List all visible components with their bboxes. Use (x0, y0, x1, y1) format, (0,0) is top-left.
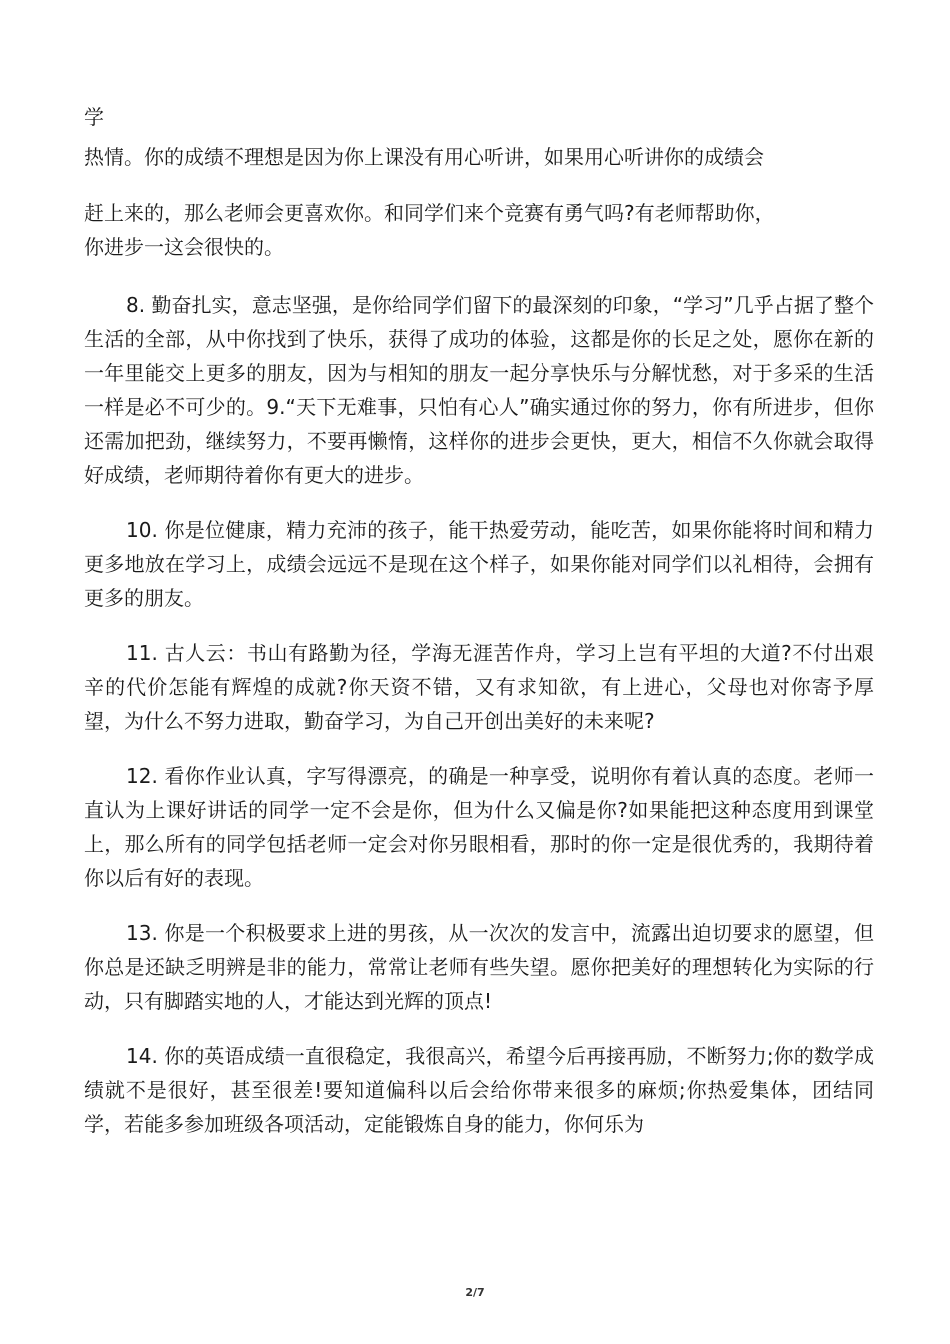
continuation-line-3: 你进步一这会很快的。 (84, 235, 284, 259)
continuation-line-1: 热情。你的成绩不理想是因为你上课没有用心听讲，如果用心听讲你的成绩会 (84, 145, 764, 169)
comment-paragraph-11: 11. 古人云：书山有路勤为径，学海无涯苦作舟，学习上岂有平坦的大道?不付出艰辛的代价怎能有辉煌的成就?你天资不错，又有求知欲，有上进心，父母也对你寄予厚望，为什么不努力进取，勤奋学习，为自己开创出美好的未来呢? (84, 641, 874, 733)
comment-paragraph-12: 12. 看你作业认真，字写得漂亮，的确是一种享受，说明你有着认真的态度。老师一直认为上课好讲话的同学一定不会是你，但为什么又偏是你?如果能把这种态度用到课堂上，那么所有的同学包括老师一定会对你另眼相看，那时的你一定是很优秀的，我期待着你以后有好的表现。 (84, 764, 874, 890)
top-fragment: 学 (84, 105, 104, 129)
continuation-line-2: 赶上来的，那么老师会更喜欢你。和同学们来个竞赛有勇气吗?有老师帮助你， (84, 201, 775, 225)
comment-paragraph-14: 14. 你的英语成绩一直很稳定，我很高兴，希望今后再接再励，不断努力;你的数学成绩就不是很好，甚至很差!要知道偏科以后会给你带来很多的麻烦;你热爱集体，团结同学，若能多参加班级各项活动，定能锻炼自身的能力，你何乐为 (84, 1044, 874, 1136)
comment-paragraph-10: 10. 你是位健康，精力充沛的孩子，能干热爱劳动，能吃苦，如果你能将时间和精力更多地放在学习上，成绩会远远不是现在这个样子，如果你能对同学们以礼相待，会拥有更多的朋友。 (84, 518, 874, 610)
document-body (84, 100, 874, 1162)
comment-paragraph-13: 13. 你是一个积极要求上进的男孩，从一次次的发言中，流露出迫切要求的愿望，但你总是还缺乏明辨是非的能力，常常让老师有些失望。愿你把美好的理想转化为实际的行动，只有脚踏实地的人，才能达到光辉的顶点! (84, 921, 874, 1013)
page-number: 2/7 (465, 1286, 485, 1299)
comment-paragraph-8-9: 8. 勤奋扎实，意志坚强，是你给同学们留下的最深刻的印象，“学习”几乎占据了整个生活的全部，从中你找到了快乐，获得了成功的体验，这都是你的长足之处，愿你在新的一年里能交上更多的朋友，因为与相知的朋友一起分享快乐与分解忧愁，对于多采的生活一样是必不可少的。9.“天下无难事，只怕有心人”确实通过你的努力，你有所进步，但你还需加把劲，继续努力，不要再懒惰，这样你的进步会更快，更大，相信不久你就会取得好成绩，老师期待着你有更大的进步。 (84, 293, 874, 487)
